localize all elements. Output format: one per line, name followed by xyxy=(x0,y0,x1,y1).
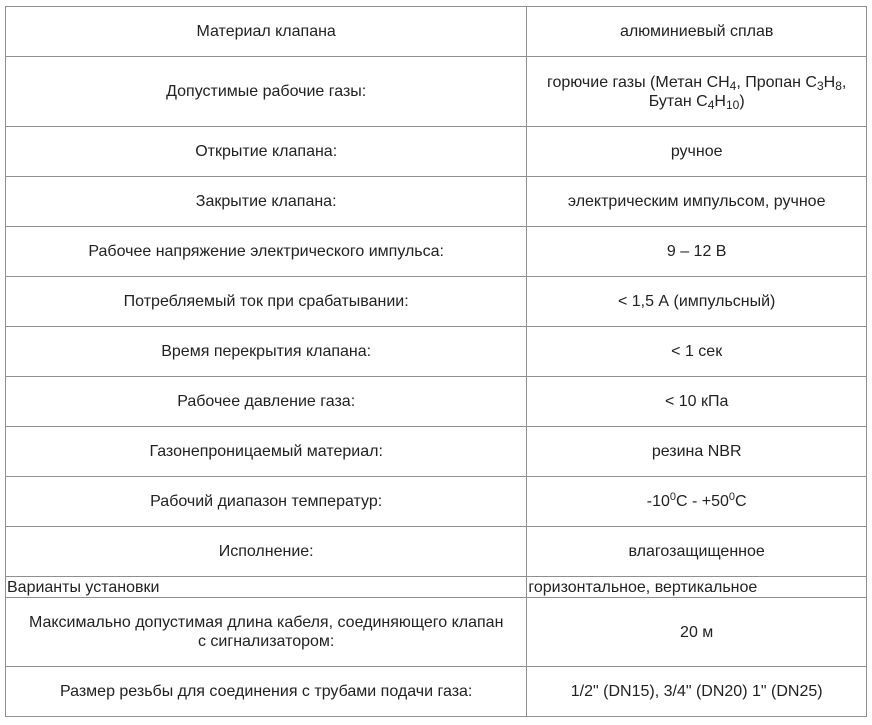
row-value: 20 м xyxy=(527,598,867,667)
superscript: 0 xyxy=(669,491,676,503)
value-text: ) xyxy=(739,92,745,110)
row-label: Исполнение: xyxy=(6,527,527,577)
label-line: Максимально допустимая длина кабеля, соединяющего клапан xyxy=(28,614,504,631)
subscript: 8 xyxy=(835,78,842,93)
value-text: -10 xyxy=(646,493,670,510)
row-label: Время перекрытия клапана: xyxy=(6,327,527,377)
row-value xyxy=(527,477,867,527)
table-row xyxy=(6,377,867,427)
table-row xyxy=(6,667,867,717)
row-label: Потребляемый ток при срабатывании: xyxy=(6,277,527,327)
row-value: алюминиевый сплав xyxy=(527,7,867,57)
value-text: С xyxy=(735,493,747,510)
value-text: , xyxy=(841,73,847,91)
row-label: Открытие клапана: xyxy=(6,127,527,177)
row-value xyxy=(527,57,867,127)
row-value: 1/2" (DN15), 3/4" (DN20) 1" (DN25) xyxy=(527,667,867,717)
label-line: с сигнализатором: xyxy=(197,633,335,650)
table-row xyxy=(6,327,867,377)
row-value: ручное xyxy=(527,127,867,177)
row-label: Материал клапана xyxy=(6,7,527,57)
table-row xyxy=(6,227,867,277)
row-value: электрическим импульсом, ручное xyxy=(527,177,867,227)
table-row xyxy=(6,7,867,57)
row-label: Размер резьбы для соединения с трубами подачи газа: xyxy=(6,667,527,717)
row-label: Допустимые рабочие газы: xyxy=(6,57,527,127)
row-value: < 1,5 А (импульсный) xyxy=(527,277,867,327)
row-value: резина NBR xyxy=(527,427,867,477)
value-text: горючие газы (Метан CH xyxy=(547,73,730,91)
row-value: < 10 кПа xyxy=(527,377,867,427)
table-row xyxy=(6,427,867,477)
row-label: Варианты установки xyxy=(6,577,527,598)
table-row xyxy=(6,598,867,667)
table-row xyxy=(6,577,867,598)
value-text: С - +50 xyxy=(675,493,729,510)
row-label: Газонепроницаемый материал: xyxy=(6,427,527,477)
table-row xyxy=(6,277,867,327)
row-value: < 1 сек xyxy=(527,327,867,377)
value-text: , Пропан C xyxy=(736,73,817,91)
value-text: Бутан C xyxy=(648,92,708,110)
row-label: Рабочий диапазон температур: xyxy=(6,477,527,527)
table-row xyxy=(6,477,867,527)
value-text: H xyxy=(714,92,726,110)
subscript: 4 xyxy=(707,97,715,112)
specs-table xyxy=(5,6,867,717)
table-row xyxy=(6,57,867,127)
row-label: Рабочее давление газа: xyxy=(6,377,527,427)
row-value: 9 – 12 В xyxy=(527,227,867,277)
subscript: 10 xyxy=(725,97,740,112)
table-row xyxy=(6,177,867,227)
row-value: горизонтальное, вертикальное xyxy=(527,577,867,598)
row-label xyxy=(6,598,527,667)
subscript: 3 xyxy=(816,78,824,93)
row-value: влагозащищенное xyxy=(527,527,867,577)
table-row xyxy=(6,527,867,577)
superscript: 0 xyxy=(728,491,736,503)
value-text: H xyxy=(823,73,836,91)
subscript: 4 xyxy=(729,78,737,93)
row-label: Закрытие клапана: xyxy=(6,177,527,227)
row-label: Рабочее напряжение электрического импульса: xyxy=(6,227,527,277)
table-row xyxy=(6,127,867,177)
